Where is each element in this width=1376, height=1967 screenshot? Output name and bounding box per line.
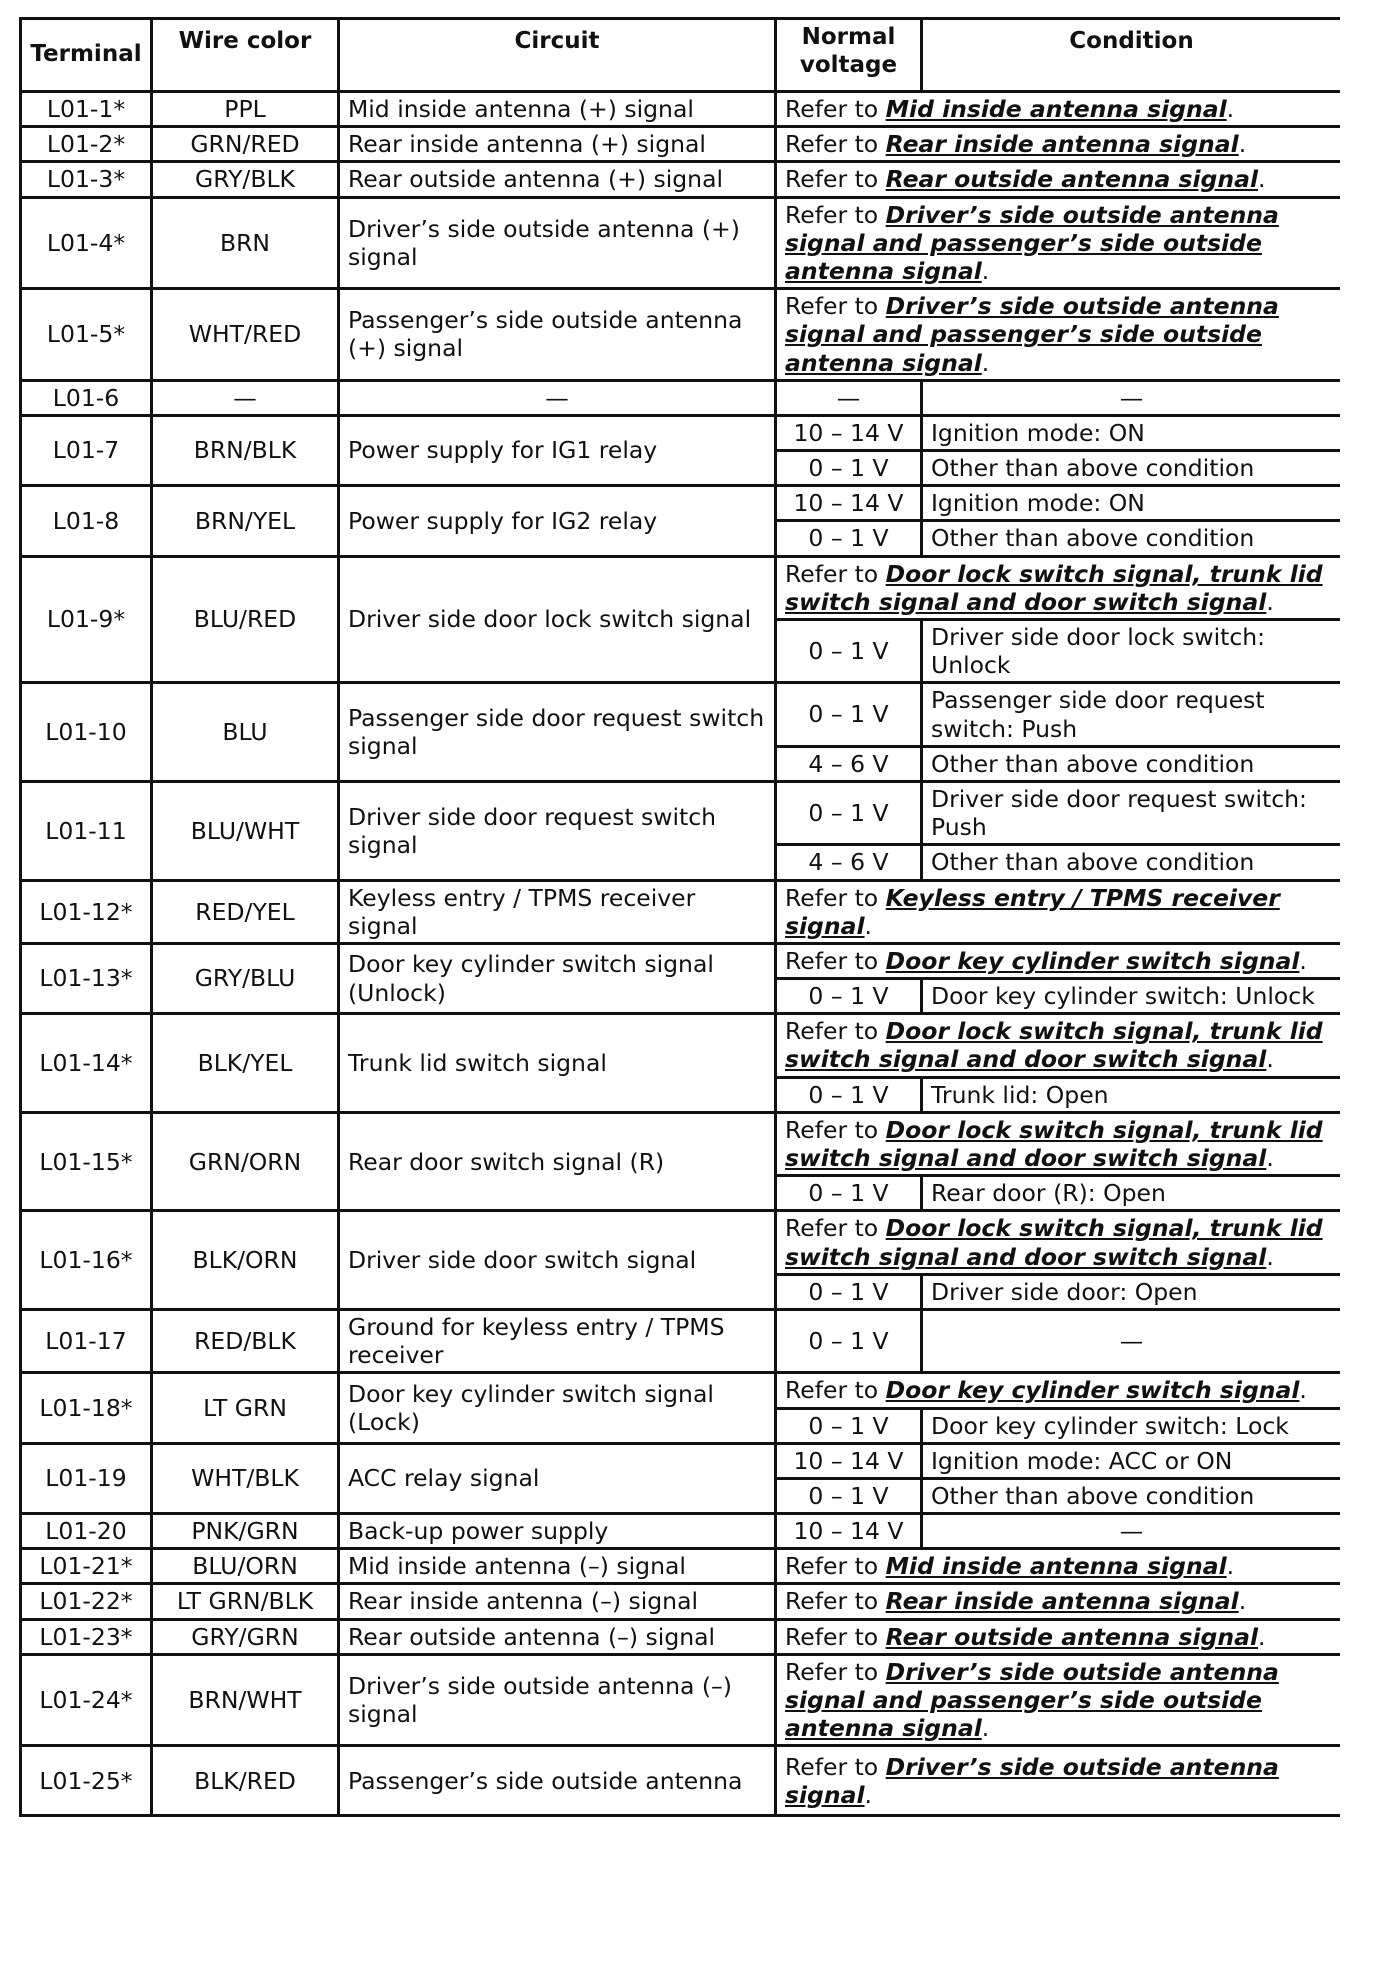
- terminal-cell: L01-3*: [21, 162, 152, 197]
- circuit-cell: Rear inside antenna (–) signal: [339, 1584, 776, 1619]
- wire-color-cell: BLK/RED: [152, 1746, 339, 1816]
- wire-color-cell: BRN/BLK: [152, 415, 339, 485]
- condition-cell: Other than above condition: [922, 845, 1341, 880]
- circuit-cell: Trunk lid switch signal: [339, 1014, 776, 1113]
- refer-to-text: Refer to: [785, 559, 886, 588]
- table-row: [21, 1014, 1341, 1077]
- reference-link[interactable]: Driver’s side outside antenna signal: [785, 1752, 1279, 1809]
- voltage-cell: 4 – 6 V: [776, 746, 922, 781]
- circuit-cell: ACC relay signal: [339, 1443, 776, 1513]
- reference-cell: [776, 1112, 1341, 1175]
- reference-period: .: [864, 1780, 872, 1809]
- circuit-cell: Passenger’s side outside antenna: [339, 1746, 776, 1816]
- wire-color-cell: BLU/RED: [152, 556, 339, 683]
- table-row: [21, 415, 1341, 450]
- voltage-cell: 10 – 14 V: [776, 486, 922, 521]
- table-row: [21, 486, 1341, 521]
- condition-cell: —: [922, 1514, 1341, 1549]
- circuit-cell: Passenger’s side outside antenna (+) signal: [339, 289, 776, 381]
- voltage-cell: 10 – 14 V: [776, 1514, 922, 1549]
- condition-cell: Driver side door: Open: [922, 1274, 1341, 1309]
- terminal-cell: L01-25*: [21, 1746, 152, 1816]
- terminal-cell: L01-7: [21, 415, 152, 485]
- reference-period: .: [1299, 1376, 1307, 1405]
- voltage-cell: 0 – 1 V: [776, 1176, 922, 1211]
- condition-cell: —: [922, 380, 1341, 415]
- voltage-cell: 0 – 1 V: [776, 683, 922, 746]
- header-circuit: Circuit: [339, 19, 776, 92]
- wire-color-cell: GRY/BLU: [152, 943, 339, 1013]
- reference-link[interactable]: Keyless entry / TPMS receiver signal: [785, 883, 1280, 940]
- voltage-cell: 4 – 6 V: [776, 845, 922, 880]
- table-row: [21, 1112, 1341, 1175]
- condition-cell: Ignition mode: ON: [922, 486, 1341, 521]
- reference-period: .: [1238, 130, 1247, 159]
- wire-color-cell: BLU/ORN: [152, 1549, 339, 1584]
- circuit-cell: Rear outside antenna (+) signal: [339, 162, 776, 197]
- refer-to-text: Refer to: [785, 883, 886, 912]
- voltage-cell: —: [776, 380, 922, 415]
- wire-color-cell: GRY/GRN: [152, 1619, 339, 1654]
- table-row: [21, 1654, 1341, 1746]
- refer-to-text: Refer to: [785, 1017, 886, 1046]
- terminal-cell: L01-8: [21, 486, 152, 556]
- reference-link[interactable]: Driver’s side outside antenna signal and passenger’s side outside antenna signal: [785, 292, 1279, 377]
- refer-to-text: Refer to: [785, 1214, 886, 1243]
- reference-period: .: [1266, 587, 1274, 616]
- refer-to-text: Refer to: [785, 165, 886, 194]
- condition-cell: —: [922, 1309, 1341, 1372]
- reference-cell: [776, 943, 1341, 978]
- reference-link[interactable]: Door key cylinder switch signal: [885, 1376, 1300, 1405]
- wire-color-cell: PPL: [152, 92, 339, 127]
- wire-color-cell: BLK/YEL: [152, 1014, 339, 1113]
- refer-to-text: Refer to: [785, 130, 886, 159]
- table-row: [21, 1584, 1341, 1619]
- condition-cell: Door key cylinder switch: Lock: [922, 1408, 1341, 1443]
- reference-period: .: [1266, 1144, 1274, 1172]
- table-body: [21, 92, 1341, 1816]
- reference-period: .: [1238, 1587, 1247, 1616]
- terminal-cell: L01-16*: [21, 1211, 152, 1310]
- circuit-cell: Ground for keyless entry / TPMS receiver: [339, 1309, 776, 1372]
- wire-color-cell: WHT/BLK: [152, 1443, 339, 1513]
- circuit-cell: Rear outside antenna (–) signal: [339, 1619, 776, 1654]
- refer-to-text: Refer to: [785, 1622, 886, 1651]
- terminal-cell: L01-11: [21, 781, 152, 880]
- reference-link[interactable]: Door lock switch signal, trunk lid switch signal and door switch signal: [785, 1214, 1323, 1271]
- reference-cell: [776, 127, 1341, 162]
- circuit-cell: Rear inside antenna (+) signal: [339, 127, 776, 162]
- wire-color-cell: —: [152, 380, 339, 415]
- circuit-cell: Mid inside antenna (+) signal: [339, 92, 776, 127]
- wire-color-cell: LT GRN/BLK: [152, 1584, 339, 1619]
- voltage-cell: 0 – 1 V: [776, 1478, 922, 1513]
- reference-cell: [776, 162, 1341, 197]
- wire-color-cell: BLK/ORN: [152, 1211, 339, 1310]
- voltage-cell: 0 – 1 V: [776, 781, 922, 844]
- reference-link[interactable]: Driver’s side outside antenna signal and passenger’s side outside antenna signal: [785, 1657, 1279, 1743]
- wire-color-cell: BLU/WHT: [152, 781, 339, 880]
- reference-cell: [776, 556, 1341, 619]
- condition-cell: Door key cylinder switch: Unlock: [922, 979, 1341, 1014]
- refer-to-text: Refer to: [785, 292, 886, 321]
- reference-link[interactable]: Door lock switch signal, trunk lid switch signal and door switch signal: [785, 1017, 1323, 1074]
- header-terminal: Terminal: [21, 19, 152, 92]
- voltage-cell: 0 – 1 V: [776, 1408, 922, 1443]
- table-row: [21, 127, 1341, 162]
- condition-cell: Other than above condition: [922, 451, 1341, 486]
- terminal-cell: L01-4*: [21, 197, 152, 289]
- terminal-cell: L01-15*: [21, 1112, 152, 1211]
- wire-color-cell: GRN/RED: [152, 127, 339, 162]
- circuit-cell: Driver’s side outside antenna (–) signal: [339, 1654, 776, 1746]
- reference-period: .: [981, 1714, 990, 1743]
- wire-color-cell: BRN/YEL: [152, 486, 339, 556]
- table-row: [21, 1443, 1341, 1478]
- table-row: [21, 556, 1341, 619]
- table-row: [21, 1514, 1341, 1549]
- reference-link[interactable]: Rear outside antenna signal: [885, 1622, 1259, 1651]
- reference-link[interactable]: Rear inside antenna signal: [885, 1587, 1239, 1616]
- circuit-cell: Mid inside antenna (–) signal: [339, 1549, 776, 1584]
- refer-to-text: Refer to: [785, 1376, 886, 1405]
- condition-cell: Ignition mode: ACC or ON: [922, 1443, 1341, 1478]
- voltage-cell: 0 – 1 V: [776, 1274, 922, 1309]
- header-wire-color: Wire color: [152, 19, 339, 92]
- voltage-cell: 0 – 1 V: [776, 521, 922, 556]
- reference-link[interactable]: Door lock switch signal, trunk lid switch signal and door switch signal: [785, 559, 1323, 616]
- reference-period: .: [1266, 1045, 1274, 1074]
- terminal-cell: L01-14*: [21, 1014, 152, 1113]
- condition-cell: Other than above condition: [922, 746, 1341, 781]
- condition-cell: Rear door (R): Open: [922, 1176, 1341, 1211]
- wire-color-cell: GRN/ORN: [152, 1112, 339, 1211]
- circuit-cell: Door key cylinder switch signal (Unlock): [339, 943, 776, 1013]
- table-row: [21, 1373, 1341, 1408]
- reference-period: .: [864, 911, 872, 940]
- header-condition: Condition: [922, 19, 1341, 92]
- circuit-cell: —: [339, 380, 776, 415]
- terminal-table: [19, 17, 1340, 1817]
- circuit-cell: Driver side door request switch signal: [339, 781, 776, 880]
- circuit-cell: Driver side door lock switch signal: [339, 556, 776, 683]
- terminal-table-page: [19, 17, 1340, 1967]
- reference-period: .: [1299, 946, 1307, 975]
- voltage-cell: 0 – 1 V: [776, 1077, 922, 1112]
- reference-cell: [776, 92, 1341, 127]
- table-row: [21, 289, 1341, 381]
- reference-cell: [776, 1619, 1341, 1654]
- refer-to-text: Refer to: [785, 1752, 886, 1781]
- reference-cell: [776, 1549, 1341, 1584]
- header-row: [21, 19, 1341, 92]
- terminal-cell: L01-20: [21, 1514, 152, 1549]
- terminal-cell: L01-17: [21, 1309, 152, 1372]
- reference-period: .: [1258, 165, 1266, 194]
- terminal-cell: L01-6: [21, 380, 152, 415]
- circuit-cell: Rear door switch signal (R): [339, 1112, 776, 1211]
- reference-cell: [776, 197, 1341, 289]
- voltage-cell: 10 – 14 V: [776, 415, 922, 450]
- terminal-cell: L01-13*: [21, 943, 152, 1013]
- wire-color-cell: BRN/WHT: [152, 1654, 339, 1746]
- table-row: [21, 1211, 1341, 1274]
- wire-color-cell: LT GRN: [152, 1373, 339, 1443]
- wire-color-cell: PNK/GRN: [152, 1514, 339, 1549]
- voltage-cell: 0 – 1 V: [776, 451, 922, 486]
- reference-link[interactable]: Rear outside antenna signal: [885, 165, 1259, 194]
- circuit-cell: Door key cylinder switch signal (Lock): [339, 1373, 776, 1443]
- table-row: [21, 1746, 1341, 1816]
- voltage-cell: 0 – 1 V: [776, 1309, 922, 1372]
- reference-period: .: [981, 256, 990, 285]
- wire-color-cell: WHT/RED: [152, 289, 339, 381]
- wire-color-cell: BRN: [152, 197, 339, 289]
- terminal-cell: L01-2*: [21, 127, 152, 162]
- reference-link[interactable]: Mid inside antenna signal: [885, 1552, 1227, 1581]
- condition-cell: Other than above condition: [922, 521, 1341, 556]
- table-row: [21, 880, 1341, 943]
- condition-cell: Passenger side door request switch: Push: [922, 683, 1341, 746]
- condition-cell: Trunk lid: Open: [922, 1077, 1341, 1112]
- table-row: [21, 943, 1341, 978]
- refer-to-text: Refer to: [785, 946, 886, 975]
- refer-to-text: Refer to: [785, 1587, 886, 1616]
- refer-to-text: Refer to: [785, 1115, 886, 1144]
- refer-to-text: Refer to: [785, 200, 886, 229]
- wire-color-cell: RED/BLK: [152, 1309, 339, 1372]
- circuit-cell: Back-up power supply: [339, 1514, 776, 1549]
- reference-cell: [776, 1211, 1341, 1274]
- reference-cell: [776, 880, 1341, 943]
- circuit-cell: Driver’s side outside antenna (+) signal: [339, 197, 776, 289]
- terminal-cell: L01-24*: [21, 1654, 152, 1746]
- wire-color-cell: GRY/BLK: [152, 162, 339, 197]
- reference-period: .: [1226, 1552, 1235, 1581]
- condition-cell: Driver side door request switch: Push: [922, 781, 1341, 844]
- reference-cell: [776, 1654, 1341, 1746]
- terminal-cell: L01-10: [21, 683, 152, 782]
- reference-period: .: [1266, 1242, 1274, 1271]
- reference-link[interactable]: Door key cylinder switch signal: [885, 946, 1300, 975]
- reference-period: .: [1258, 1622, 1266, 1651]
- table-row: [21, 1549, 1341, 1584]
- reference-link[interactable]: Mid inside antenna signal: [885, 95, 1227, 123]
- table-row: [21, 197, 1341, 289]
- reference-cell: [776, 1014, 1341, 1077]
- terminal-cell: L01-19: [21, 1443, 152, 1513]
- reference-cell: [776, 1584, 1341, 1619]
- header-normal-voltage: Normal voltage: [776, 19, 922, 92]
- terminal-cell: L01-12*: [21, 880, 152, 943]
- circuit-cell: Keyless entry / TPMS receiver signal: [339, 880, 776, 943]
- reference-link[interactable]: Rear inside antenna signal: [885, 130, 1239, 159]
- voltage-cell: 0 – 1 V: [776, 979, 922, 1014]
- circuit-cell: Power supply for IG1 relay: [339, 415, 776, 485]
- reference-period: .: [981, 348, 990, 377]
- reference-period: .: [1226, 95, 1235, 123]
- circuit-cell: Passenger side door request switch signal: [339, 683, 776, 782]
- condition-cell: Other than above condition: [922, 1478, 1341, 1513]
- terminal-cell: L01-21*: [21, 1549, 152, 1584]
- table-row: [21, 1619, 1341, 1654]
- terminal-cell: L01-22*: [21, 1584, 152, 1619]
- table-row: [21, 781, 1341, 844]
- table-row: [21, 380, 1341, 415]
- table-row: [21, 1309, 1341, 1372]
- table-row: [21, 92, 1341, 127]
- condition-cell: Ignition mode: ON: [922, 415, 1341, 450]
- reference-link[interactable]: Door lock switch signal, trunk lid switch signal and door switch signal: [785, 1115, 1323, 1172]
- terminal-cell: L01-9*: [21, 556, 152, 683]
- refer-to-text: Refer to: [785, 1552, 886, 1581]
- voltage-cell: 0 – 1 V: [776, 620, 922, 683]
- reference-cell: [776, 1746, 1341, 1816]
- condition-cell: Driver side door lock switch: Unlock: [922, 620, 1341, 683]
- refer-to-text: Refer to: [785, 95, 886, 123]
- terminal-cell: L01-23*: [21, 1619, 152, 1654]
- circuit-cell: Power supply for IG2 relay: [339, 486, 776, 556]
- reference-cell: [776, 1373, 1341, 1408]
- refer-to-text: Refer to: [785, 1657, 886, 1686]
- terminal-cell: L01-18*: [21, 1373, 152, 1443]
- circuit-cell: Driver side door switch signal: [339, 1211, 776, 1310]
- table-row: [21, 162, 1341, 197]
- terminal-cell: L01-1*: [21, 92, 152, 127]
- table-row: [21, 683, 1341, 746]
- voltage-cell: 10 – 14 V: [776, 1443, 922, 1478]
- reference-cell: [776, 289, 1341, 381]
- wire-color-cell: BLU: [152, 683, 339, 782]
- reference-link[interactable]: Driver’s side outside antenna signal and passenger’s side outside antenna signal: [785, 200, 1279, 285]
- wire-color-cell: RED/YEL: [152, 880, 339, 943]
- terminal-cell: L01-5*: [21, 289, 152, 381]
